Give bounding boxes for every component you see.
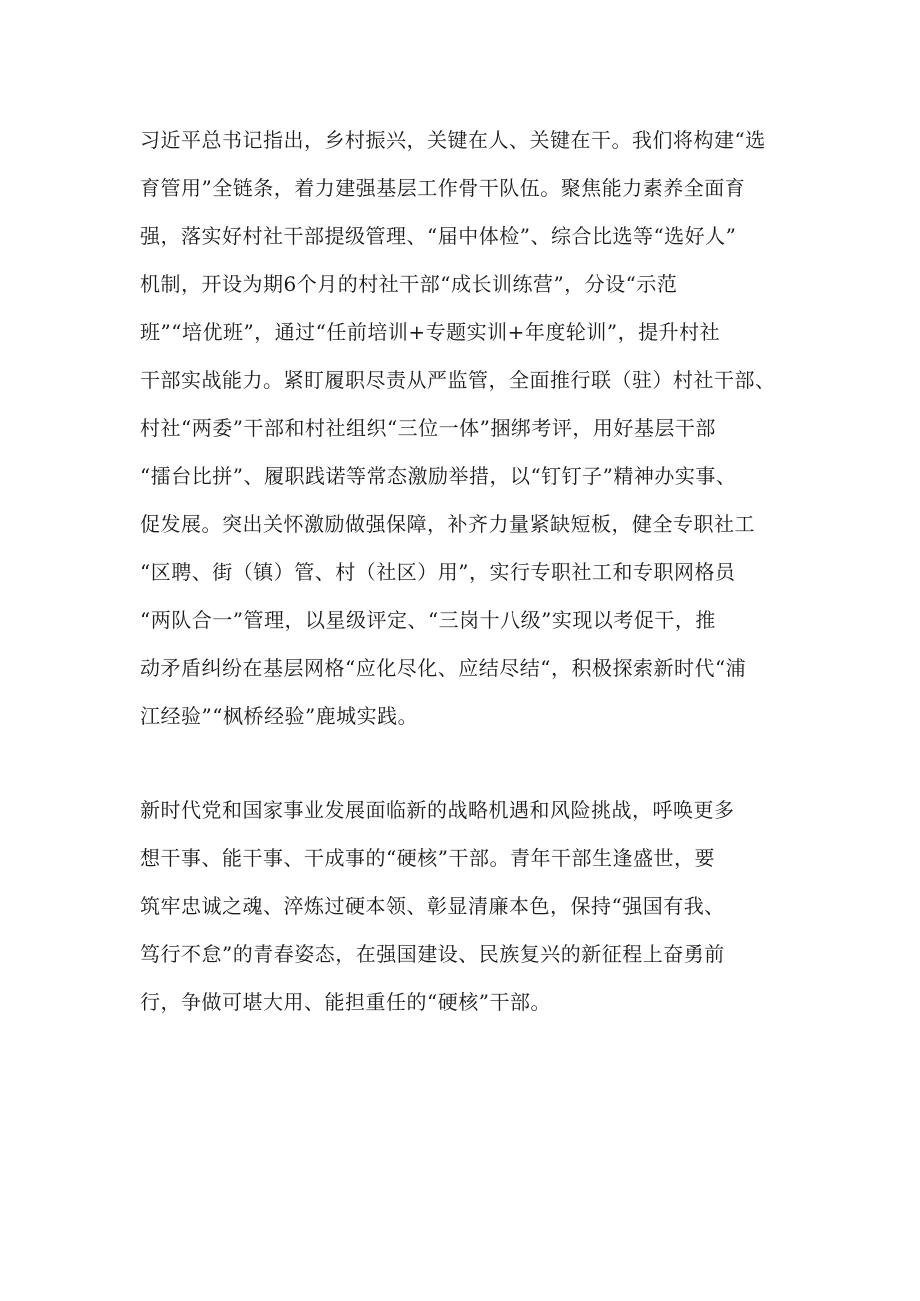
text-line: 新时代党和国家事业发展面临新的战略机遇和风险挑战，呼唤更多 [140, 798, 735, 822]
text-line: 村社“两委”干部和村社组织“三位一体”捆绑考评，用好基层干部 [140, 416, 716, 440]
paragraph-young-cadres [140, 786, 800, 1026]
text-line: 筑牢忠诚之魂、淬炼过硬本领、彰显清廉本色，保持“强国有我、 [140, 894, 725, 918]
text-line: 想干事、能干事、干成事的“硬核”干部。青年干部生逢盛世，要 [140, 846, 715, 870]
text-line: 班”“培优班”，通过“任前培训+专题实训+年度轮训”，提升村社 [140, 320, 721, 344]
text-line: 行，争做可堪大用、能担重任的“硬核”干部。 [140, 990, 551, 1014]
text-line: 笃行不怠”的青春姿态，在强国建设、民族复兴的新征程上奋勇前 [140, 942, 725, 966]
text-line: “两队合一”管理，以星级评定、“三岗十八级”实现以考促干，推 [140, 608, 716, 632]
text-line: 促发展。突出关怀激励做强保障，补齐力量紧缺短板，健全专职社工 [140, 512, 755, 536]
text-line: 强，落实好村社干部提级管理、“届中体检”、综合比选等“选好人” [140, 224, 737, 248]
text-line: 动矛盾纠纷在基层网格“应化尽化、应结尽结“，积极探索新时代“浦 [140, 656, 747, 680]
text-line: “擂台比拼”、履职践诺等常态激励举措，以“钉钉子”精神办实事、 [140, 464, 737, 488]
text-line: 江经验”“枫桥经验”鹿城实践。 [140, 704, 419, 728]
text-line: 干部实战能力。紧盯履职尽责从严监管，全面推行联（驻）村社干部、 [140, 368, 776, 392]
text-line: 习近平总书记指出，乡村振兴，关键在人、关键在干。我们将构建“选 [140, 128, 766, 152]
text-line: 育管用”全链条，着力建强基层工作骨干队伍。聚焦能力素养全面育 [140, 176, 746, 200]
paragraph-rural-revitalization [140, 116, 800, 740]
text-line: “区聘、街（镇）管、村（社区）用”，实行专职社工和专职网格员 [140, 560, 736, 584]
text-line: 机制，开设为期6个月的村社干部“成长训练营”，分设“示范 [140, 272, 678, 296]
